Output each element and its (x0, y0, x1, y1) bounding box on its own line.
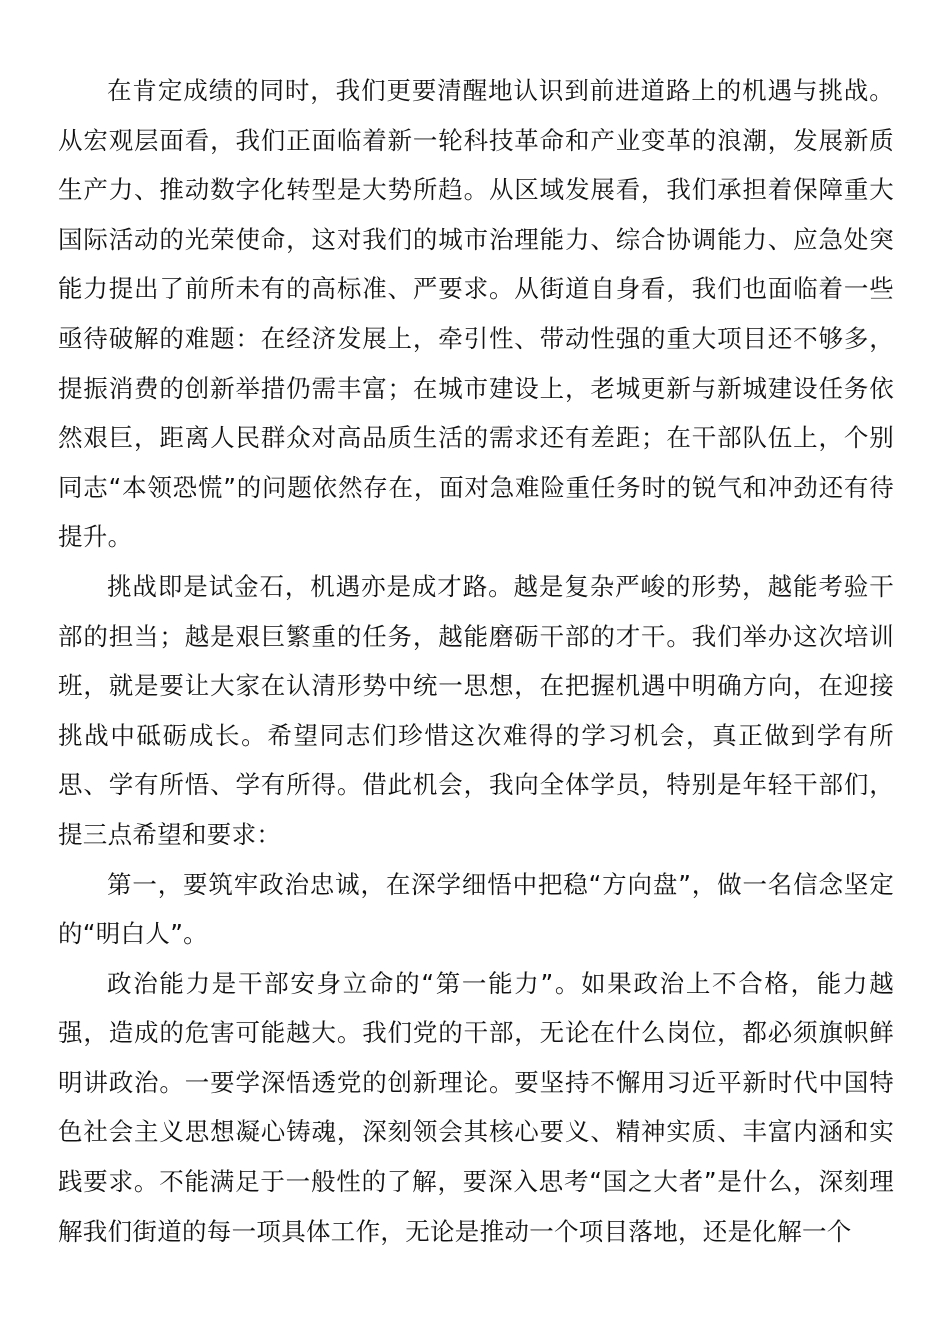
paragraph-first-requirement: 第一，要筑牢政治忠诚，在深学细悟中把稳“方向盘”，做一名信念坚定的“明白人”。 (58, 869, 894, 949)
paragraph-opportunities-challenges: 在肯定成绩的同时，我们更要清醒地认识到前进道路上的机遇与挑战。从宏观层面看，我们正面临着新一轮科技革命和产业变革的浪潮，发展新质生产力、推动数字化转型是大势所趋。从区域发展看，我们承担着保障重大国际活动的光荣使命，这对我们的城市治理能力、综合协调能力、应急处突能力提出了前所未有的高标准、严要求。从街道自身看，我们也面临着一些亟待破解的难题：在经济发展上，牵引性、带动性强的重大项目还不够多，提振消费的创新举措仍需丰富；在城市建设上，老城更新与新城建设任务依然艰巨，距离人民群众对高品质生活的需求还有差距；在干部队伍上，个别同志“本领恐慌”的问题依然存在，面对急难险重任务时的锐气和冲劲还有待提升。 (58, 76, 894, 552)
paragraph-political-ability: 政治能力是干部安身立命的“第一能力”。如果政治上不合格，能力越强，造成的危害可能越大。我们党的干部，无论在什么岗位，都必须旗帜鲜明讲政治。一要学深悟透党的创新理论。要坚持不懈用习近平新时代中国特色社会主义思想凝心铸魂，深刻领会其核心要义、精神实质、丰富内涵和实践要求。不能满足于一般性的了解，要深入思考“国之大者”是什么，深刻理解我们街道的每一项具体工作，无论是推动一个项目落地，还是化解一个 (58, 968, 894, 1246)
document-body (58, 66, 894, 1256)
paragraph-test-stone: 挑战即是试金石，机遇亦是成才路。越是复杂严峻的形势，越能考验干部的担当；越是艰巨繁重的任务，越能磨砺干部的才干。我们举办这次培训班，就是要让大家在认清形势中统一思想，在把握机遇中明确方向，在迎接挑战中砥砺成长。希望同志们珍惜这次难得的学习机会，真正做到学有所思、学有所悟、学有所得。借此机会，我向全体学员，特别是年轻干部们，提三点希望和要求： (58, 571, 894, 849)
